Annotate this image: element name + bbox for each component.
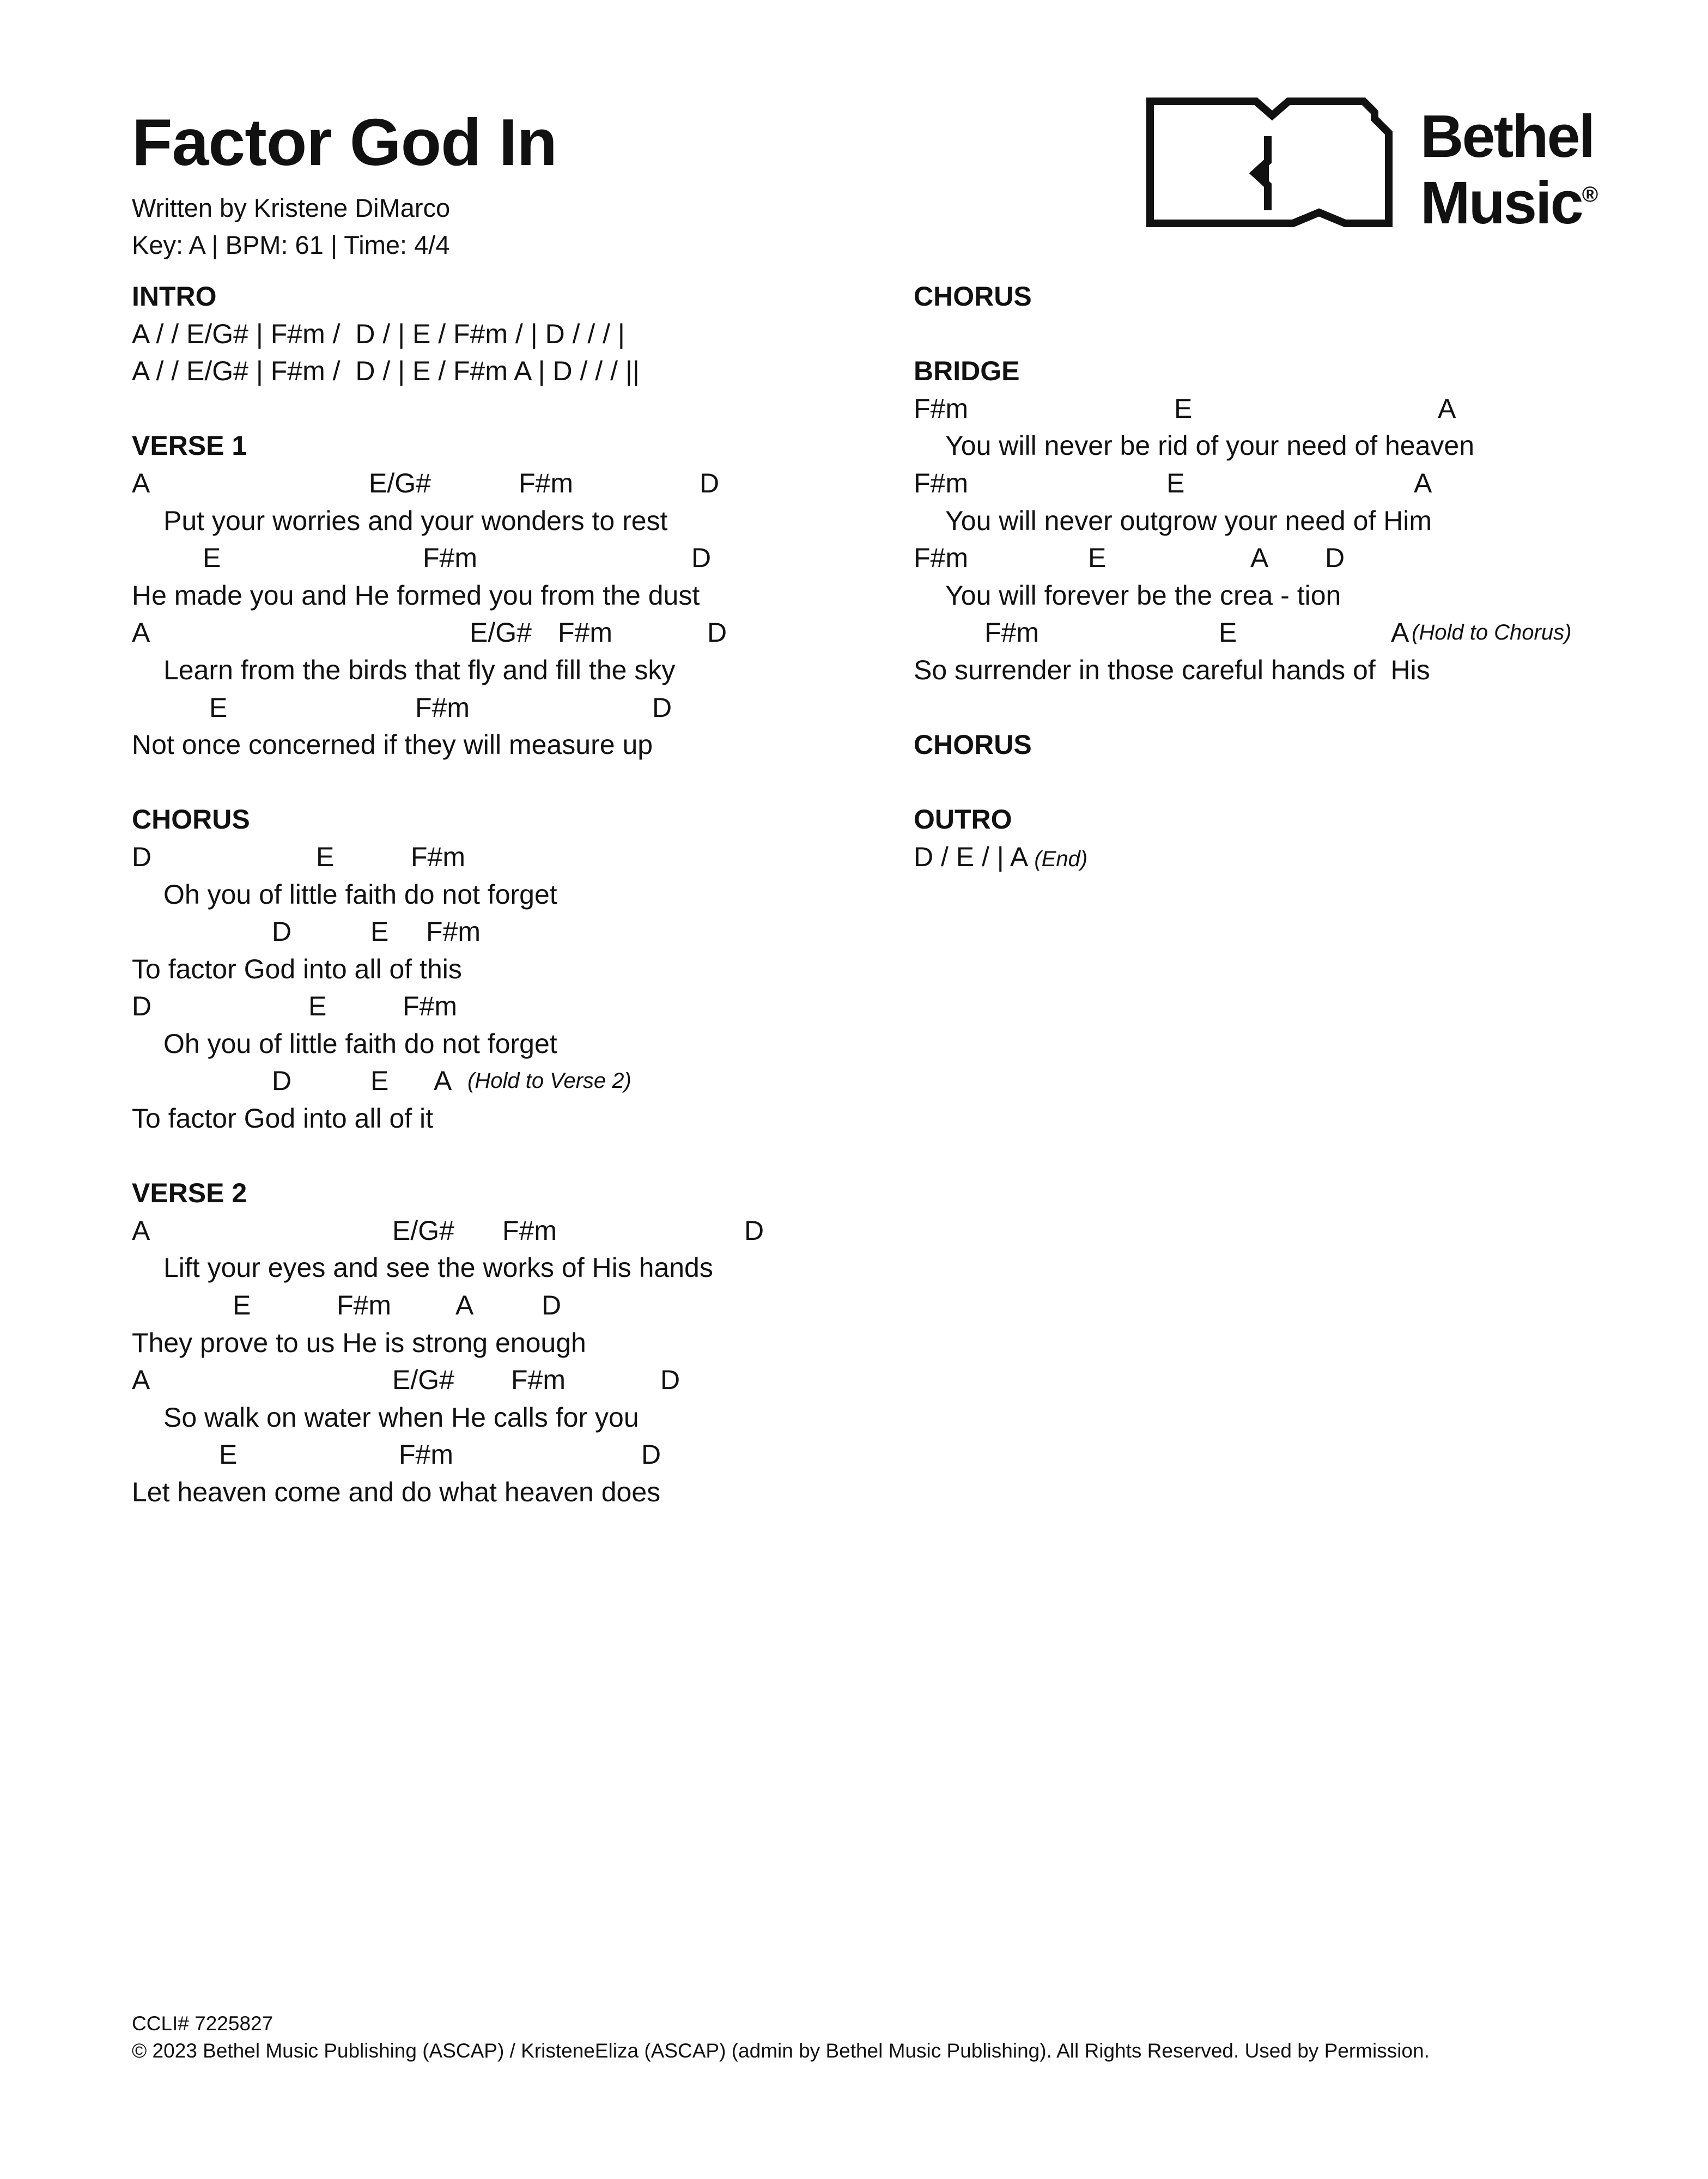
chord-line	[132, 838, 895, 876]
lyric-line: Lift your eyes and see the works of His hands	[163, 1252, 713, 1283]
chord: A	[1438, 393, 1456, 424]
left-column	[132, 278, 895, 1511]
lyric-line: You will never be rid of your need of heaven	[945, 430, 1475, 461]
chord: D	[707, 617, 727, 648]
chord: A	[132, 1365, 150, 1396]
chord: F#m	[411, 841, 465, 872]
spacer	[914, 764, 1676, 801]
lyric-line: To factor God into all of this	[132, 953, 462, 984]
lyric-line: Oh you of little faith do not forget	[163, 879, 557, 910]
chord: F#m	[423, 543, 477, 574]
chord-line	[132, 913, 895, 951]
lyric-line: So walk on water when He calls for you	[163, 1402, 639, 1433]
lyric-line: They prove to us He is strong enough	[132, 1327, 586, 1358]
chord: D	[272, 1066, 292, 1097]
chord-line	[132, 1062, 895, 1100]
chord: F#m	[914, 467, 968, 498]
chord-line	[914, 465, 1676, 502]
chord: D	[744, 1215, 764, 1246]
lyric-line: Let heaven come and do what heaven does	[132, 1477, 661, 1507]
section-heading: INTRO	[132, 281, 217, 312]
chord: F#m	[558, 617, 612, 648]
progression-text: D / E / | A	[914, 841, 1029, 872]
lyric-line: To factor God into all of it	[132, 1103, 434, 1134]
chord: E	[316, 841, 335, 872]
chord: A	[1414, 467, 1432, 498]
spacer	[914, 689, 1676, 727]
section-heading: VERSE 1	[132, 430, 247, 461]
chord-line	[132, 1287, 895, 1324]
chord: F#m	[914, 393, 968, 424]
bethel-music-wordmark	[1420, 103, 1598, 236]
chord-line	[132, 1436, 895, 1474]
lyric-line: Learn from the birds that fly and fill the sky	[163, 654, 676, 685]
chord: E	[219, 1439, 238, 1470]
chord: A	[455, 1290, 474, 1321]
spacer	[132, 764, 895, 801]
chord-progression	[132, 315, 895, 353]
chord: D	[132, 991, 152, 1022]
chord: A	[132, 1215, 150, 1246]
section-heading: CHORUS	[914, 281, 1032, 312]
lyric-line: Oh you of little faith do not forget	[163, 1028, 557, 1059]
chord: E	[370, 916, 389, 947]
section-heading: OUTRO	[914, 804, 1012, 835]
chord-line	[132, 1361, 895, 1399]
chord: A	[1250, 543, 1269, 574]
chord: E	[370, 1066, 389, 1097]
registered-mark: ®	[1582, 182, 1598, 206]
section-heading: CHORUS	[914, 729, 1032, 760]
song-title: Factor God In	[132, 105, 557, 179]
chord: D	[641, 1439, 661, 1470]
chord: D	[132, 841, 152, 872]
chord-progression	[132, 352, 895, 390]
lyric-line: So surrender in those careful hands of His	[914, 654, 1430, 685]
wordmark-line-2: Music	[1420, 169, 1582, 236]
chord: A	[132, 617, 150, 648]
chord: D	[700, 467, 720, 498]
chord: F#m	[337, 1290, 391, 1321]
chord: D	[272, 916, 292, 947]
lyric-line: Put your worries and your wonders to rest	[163, 505, 668, 536]
performance-note: (End)	[1028, 847, 1088, 871]
progression-text: A / / E/G# | F#m / D / | E / F#m A | D / / / ||	[132, 356, 640, 387]
chord: A	[434, 1066, 452, 1097]
chord: F#m	[984, 617, 1039, 648]
spacer	[132, 390, 895, 428]
chord-line	[132, 1212, 895, 1250]
section-heading: CHORUS	[132, 804, 250, 835]
chord-line	[132, 465, 895, 502]
chord: F#m	[502, 1215, 557, 1246]
chord: E/G#	[392, 1215, 454, 1246]
progression-text: A / / E/G# | F#m / D / | E / F#m / | D / / / |	[132, 318, 625, 349]
chord: E	[209, 692, 228, 723]
chord: F#m	[511, 1365, 566, 1396]
chord: F#m	[415, 692, 470, 723]
chord: A	[1391, 617, 1409, 648]
chord: F#m	[519, 467, 573, 498]
chord: E	[233, 1290, 251, 1321]
chord: E	[308, 991, 327, 1022]
chord: E/G#	[392, 1365, 454, 1396]
section-heading: VERSE 2	[132, 1178, 247, 1209]
chord: D	[542, 1290, 562, 1321]
songwriter-credit: Written by Kristene DiMarco	[132, 193, 451, 222]
spacer	[132, 1137, 895, 1175]
chord: D	[660, 1365, 680, 1396]
wordmark-line-1: Bethel	[1420, 103, 1594, 170]
performance-note: (Hold to Verse 2)	[467, 1069, 631, 1093]
performance-note: (Hold to Chorus)	[1412, 620, 1572, 645]
song-meta: Key: A | BPM: 61 | Time: 4/4	[132, 230, 450, 259]
chord: D	[652, 692, 672, 723]
lyric-line: He made you and He formed you from the dust	[132, 580, 700, 611]
chord-line	[132, 689, 895, 727]
chord: E/G#	[470, 617, 532, 648]
chord-line	[132, 539, 895, 577]
chord: F#m	[403, 991, 457, 1022]
section-heading: BRIDGE	[914, 356, 1020, 387]
chord-line	[914, 614, 1676, 652]
spacer	[914, 315, 1676, 353]
chord-line	[914, 539, 1676, 577]
chord: E	[1166, 467, 1185, 498]
chord: A	[132, 467, 150, 498]
chord-line	[132, 614, 895, 652]
copyright-notice: © 2023 Bethel Music Publishing (ASCAP) / KristeneEliza (ASCAP) (admin by Bethel Music Publishing). All Rights Reserved. Used by Permission.	[132, 2040, 1430, 2062]
bethel-music-logo-icon	[1146, 97, 1407, 228]
chord: D	[691, 543, 712, 574]
chord: E	[203, 543, 221, 574]
chord-line	[914, 390, 1676, 428]
right-column	[914, 278, 1676, 876]
ccli-number: CCLI# 7225827	[132, 2012, 273, 2035]
lyric-line: Not once concerned if they will measure up	[132, 729, 653, 760]
chord: F#m	[426, 916, 481, 947]
chord: E	[1174, 393, 1193, 424]
chord: F#m	[914, 543, 968, 574]
chord: E	[1088, 543, 1107, 574]
lyric-line: You will never outgrow your need of Him	[945, 505, 1432, 536]
chord: F#m	[399, 1439, 453, 1470]
chord: E	[1219, 617, 1237, 648]
lyric-line: You will forever be the crea - tion	[945, 580, 1341, 611]
chord: D	[1325, 543, 1345, 574]
chord-line	[132, 988, 895, 1025]
chord: E/G#	[369, 467, 431, 498]
chord-progression	[914, 838, 1676, 876]
